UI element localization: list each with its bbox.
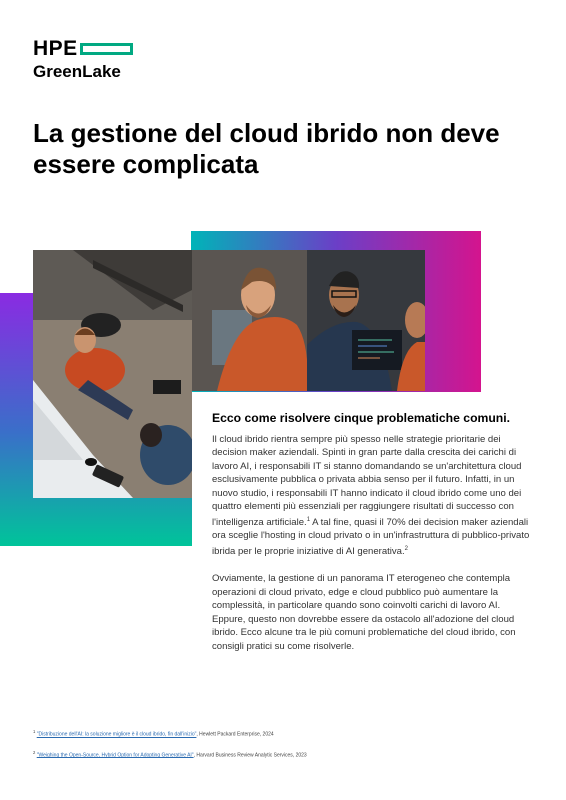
paragraph-1-part2: A tal fine, quasi il 70% dei decision maker aziendali ora sceglie l'hosting in cloud privato o in un'infrastruttura di pubblico-privato ibrida per le proprie iniziative di AI generativa. xyxy=(212,516,530,557)
footnote-ref-1: 1 xyxy=(306,516,311,523)
paragraph-1 xyxy=(212,433,530,558)
office-photo-team xyxy=(192,250,425,391)
paragraph-2: Ovviamente, la gestione di un panorama IT eterogeneo che contempla operazioni di cloud privato, edge e cloud pubblico può aumentare la complessità, in particolare quando sono coinvolti carichi di lavoro AI. Eppure, questo non dovrebbe essere da ostacolo all'adozione del cloud ibrido. Ecco alcune tra le più comuni problematiche del cloud ibrido, con consigli pratici su come risolverle. xyxy=(212,573,516,652)
footnote-ref-2: 2 xyxy=(404,545,408,552)
body-text-block xyxy=(212,411,530,667)
footnote-1-number: 1 xyxy=(33,729,36,734)
section-subhead: Ecco come risolvere cinque problematiche comuni. xyxy=(212,411,511,425)
logo-green-rectangle-icon xyxy=(80,43,133,55)
footnote-2-number: 2 xyxy=(33,749,36,755)
footnote-1-link[interactable]: "Distribuzione dell'AI: la soluzione migliore è il cloud ibrido, fin dall'inizio" xyxy=(36,731,197,738)
footnote-1 xyxy=(33,728,553,739)
logo-greenlake-text: GreenLake xyxy=(33,62,121,81)
office-photo-overhead xyxy=(33,250,192,498)
footnote-2 xyxy=(33,749,553,760)
paragraph-1-part1: Il cloud ibrido rientra sempre più spesso nelle strategie prioritarie dei decision maker aziendali. Spinti in gran parte dalla crescita dei carichi di lavoro AI, i responsabili IT si stanno domandando se un'architettura cloud esclusivamente pubblica o privata abbia senso per il futuro. Infatti, in un nuovo studio, i responsabili IT hanno indicato il cloud ibrido come uno dei quattro elementi più essenziali per raggiungere risultati di successo con l'intelligenza artificiale. xyxy=(212,434,522,528)
footnote-1-source: , Hewlett Packard Enterprise, 2024 xyxy=(196,731,274,738)
footnote-2-link[interactable]: "Weighing the Open-Source, Hybrid Option for Adopting Generative AI" xyxy=(36,752,194,759)
hpe-greenlake-logo xyxy=(33,38,121,82)
footnotes xyxy=(33,728,553,769)
page-title: La gestione del cloud ibrido non deve essere complicata xyxy=(33,118,500,179)
logo-hpe-text: HPE xyxy=(33,37,78,60)
footnote-2-source: , Harvard Business Review Analytic Services, 2023 xyxy=(193,752,307,759)
